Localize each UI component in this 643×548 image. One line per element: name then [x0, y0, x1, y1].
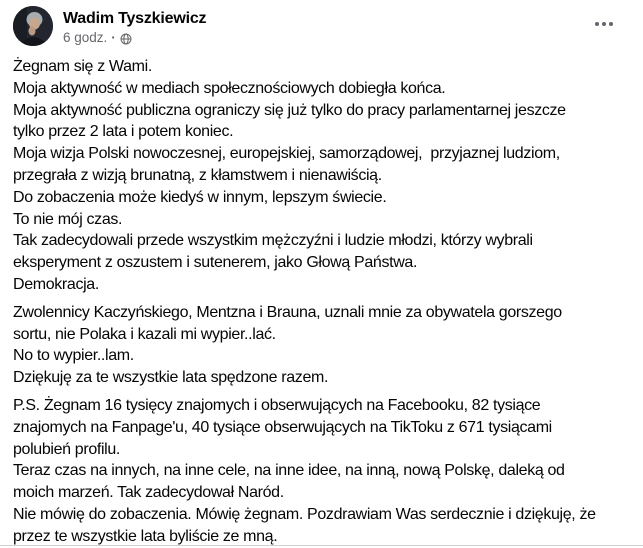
- profile-photo: [13, 6, 53, 46]
- post-text-line: Zwolennicy Kaczyńskiego, Mentzna i Brauna, uznali mnie za obywatela gorszego: [13, 303, 562, 321]
- ellipsis-horizontal-icon: [609, 22, 613, 26]
- post-text-line: polubień profilu.: [13, 440, 121, 458]
- more-options-button[interactable]: [591, 16, 617, 32]
- post-text-line: Żegnam się z Wami.: [13, 58, 152, 75]
- post-text-line: sortu, nie Polaka i kazali mi wypier..lać.: [13, 325, 276, 343]
- post-content: [0, 46, 643, 548]
- post-text-line: Moja aktywność publiczna ograniczy się już tylko do pracy parlamentarnej jeszcze: [13, 101, 566, 119]
- avatar[interactable]: [13, 6, 53, 46]
- post-text-line: Demokracja.: [13, 275, 99, 293]
- post-text-line: Nie mówię do zobaczenia. Mówię żegnam. Pozdrawiam Was serdecznie i dziękuję, że: [13, 505, 596, 523]
- ellipsis-horizontal-icon: [595, 22, 599, 26]
- post-text-line: Moja aktywność w mediach społecznościowych dobiegła końca.: [13, 79, 446, 97]
- post-text-line: Moja wizja Polski nowoczesnej, europejskiej, samorządowej, przyjaznej ludziom,: [13, 145, 560, 163]
- post-paragraph: [13, 395, 631, 548]
- post-text-line: To nie mój czas.: [13, 210, 123, 228]
- post-text-line: znajomych na Fanpage'u, 40 tysiące obserwujących na TikToku z 671 tysiącami: [13, 418, 552, 436]
- post-text-line: Dziękuję za te wszystkie lata spędzone razem.: [13, 369, 329, 387]
- post-text-line: eksperyment z oszustem i sutenerem, jako Głową Państwa.: [13, 254, 418, 272]
- meta-separator: ·: [111, 30, 116, 45]
- post-text-line: Do zobaczenia może kiedyś w innym, lepszym świecie.: [13, 188, 387, 206]
- globe-public-icon: [120, 33, 132, 45]
- post-text-line: Teraz czas na innych, na inne cele, na inne idee, na inną, nową Polskę, daleką od: [13, 462, 565, 480]
- post-header-info: [63, 6, 206, 46]
- post-text-line: No to wypier..lam.: [13, 347, 134, 365]
- timestamp[interactable]: 6 godz.: [63, 30, 108, 45]
- post-meta[interactable]: [63, 30, 206, 46]
- divider: [0, 545, 643, 546]
- post-text-line: przez te wszystkie lata byliście ze mną.: [13, 527, 278, 545]
- post-text-line: przegrała z wizją brunatną, z kłamstwem i nienawiścią.: [13, 166, 382, 184]
- post-header: [0, 0, 643, 46]
- post-text-line: Tak zadecydowali przede wszystkim mężczyźni i ludzie młodzi, którzy wybrali: [13, 232, 533, 250]
- ellipsis-horizontal-icon: [602, 22, 606, 26]
- post-paragraph: [13, 302, 631, 389]
- post-text-line: tylko przez 2 lata i potem koniec.: [13, 123, 234, 141]
- post-text-line: P.S. Żegnam 16 tysięcy znajomych i obserwujących na Facebooku, 82 tysiące: [13, 396, 541, 414]
- author-name[interactable]: Wadim Tyszkiewicz: [63, 10, 207, 27]
- post-paragraph: [13, 56, 631, 296]
- post-text-line: moich marzeń. Tak zadecydował Naród.: [13, 484, 284, 502]
